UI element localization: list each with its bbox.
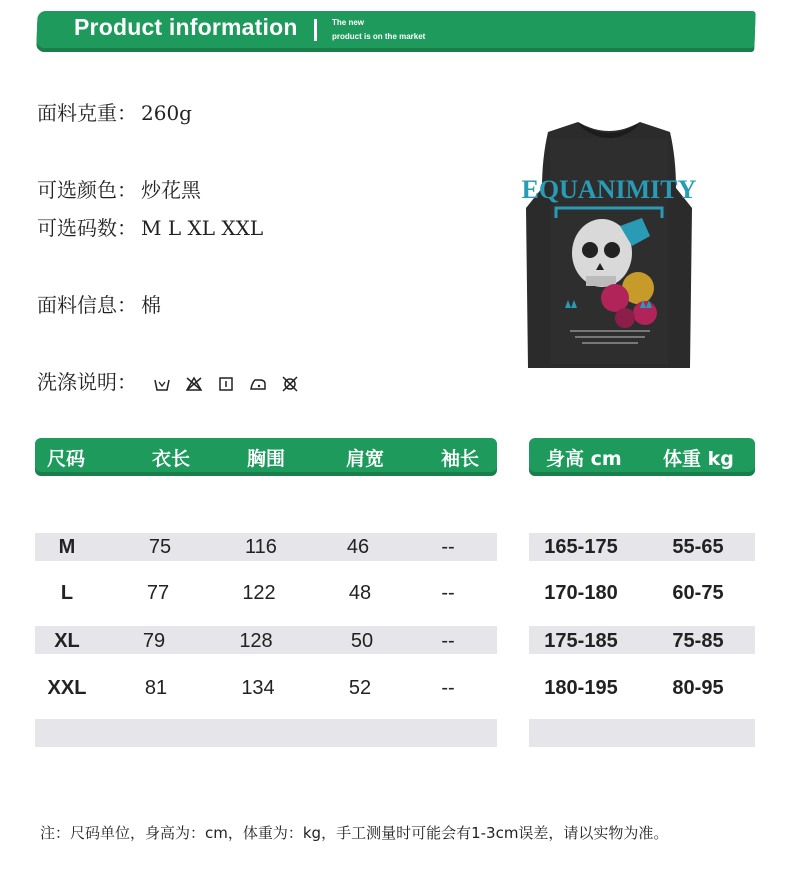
spec-care-label: 洗涤说明： (37, 370, 137, 394)
spec-color-label: 可选颜色： (37, 178, 137, 202)
measurement-note: 注：尺码单位，身高为：cm，体重为：kg，手工测量时可能会有1-3cm误差，请以实物为准。 (40, 824, 669, 842)
weight-cell: 60-75 (672, 582, 724, 604)
spec-fabric-value: 棉 (141, 293, 161, 317)
spec-sizes (37, 212, 263, 241)
spec-sizes-value: M L XL XXL (141, 216, 264, 240)
spec-color (37, 174, 201, 203)
banner-subtitle-line2: product is on the market (332, 32, 426, 41)
spec-color-value: 炒花黑 (141, 178, 201, 202)
col-weight: 体重 kg (663, 448, 734, 470)
sleeve-cell: -- (441, 630, 455, 652)
fit-row-stripe (529, 719, 755, 747)
sleeve-cell: -- (441, 677, 455, 699)
no-dry-clean-icon (281, 376, 299, 392)
height-cell: 175-185 (544, 630, 618, 652)
col-size: 尺码 (47, 448, 86, 470)
length-cell: 81 (144, 677, 168, 699)
shoulder-cell: 50 (350, 630, 374, 652)
hand-wash-icon (153, 376, 171, 392)
fit-table-header (529, 438, 755, 472)
iron-low-icon (249, 376, 267, 392)
col-length: 衣长 (152, 448, 191, 470)
height-cell: 165-175 (544, 536, 618, 558)
shoulder-cell: 48 (348, 582, 372, 604)
spec-sizes-label: 可选码数： (37, 216, 137, 240)
chest-cell: 134 (241, 677, 275, 699)
length-cell: 79 (142, 630, 166, 652)
spec-weight (37, 97, 192, 126)
weight-cell: 55-65 (672, 536, 724, 558)
col-shoulder: 肩宽 (346, 448, 385, 470)
spec-fabric-label: 面料信息： (37, 293, 137, 317)
size-cell: M (58, 536, 76, 558)
shoulder-cell: 46 (346, 536, 370, 558)
shirt-print-text: EQUANIMITY (521, 175, 697, 204)
length-cell: 77 (146, 582, 170, 604)
size-cell: XL (54, 630, 80, 652)
col-chest: 胸围 (247, 448, 286, 470)
size-cell: L (60, 582, 74, 604)
no-bleach-icon (185, 376, 203, 392)
size-table-header (35, 438, 497, 472)
sleeve-cell: -- (441, 582, 455, 604)
col-height: 身高 cm (546, 448, 622, 470)
length-cell: 75 (148, 536, 172, 558)
weight-cell: 80-95 (672, 677, 724, 699)
care-icons (153, 376, 299, 392)
spec-care (37, 366, 299, 395)
spec-weight-value: 260g (141, 101, 192, 125)
banner-divider (314, 19, 317, 41)
height-cell: 180-195 (544, 677, 618, 699)
banner-title: Product information (74, 14, 298, 40)
chest-cell: 116 (245, 536, 277, 558)
banner-subtitle-line1: The new (332, 18, 365, 27)
weight-cell: 75-85 (672, 630, 724, 652)
col-sleeve: 袖长 (441, 448, 480, 470)
shoulder-cell: 52 (348, 677, 372, 699)
tumble-dry-icon (217, 376, 235, 392)
height-cell: 170-180 (544, 582, 618, 604)
chest-cell: 128 (239, 630, 273, 652)
sleeve-cell: -- (441, 536, 455, 558)
product-shirt-image (520, 118, 698, 374)
spec-weight-label: 面料克重： (37, 101, 137, 125)
size-row-stripe (35, 719, 497, 747)
size-cell: XXL (47, 677, 87, 699)
chest-cell: 122 (242, 582, 276, 604)
spec-fabric (37, 289, 161, 318)
